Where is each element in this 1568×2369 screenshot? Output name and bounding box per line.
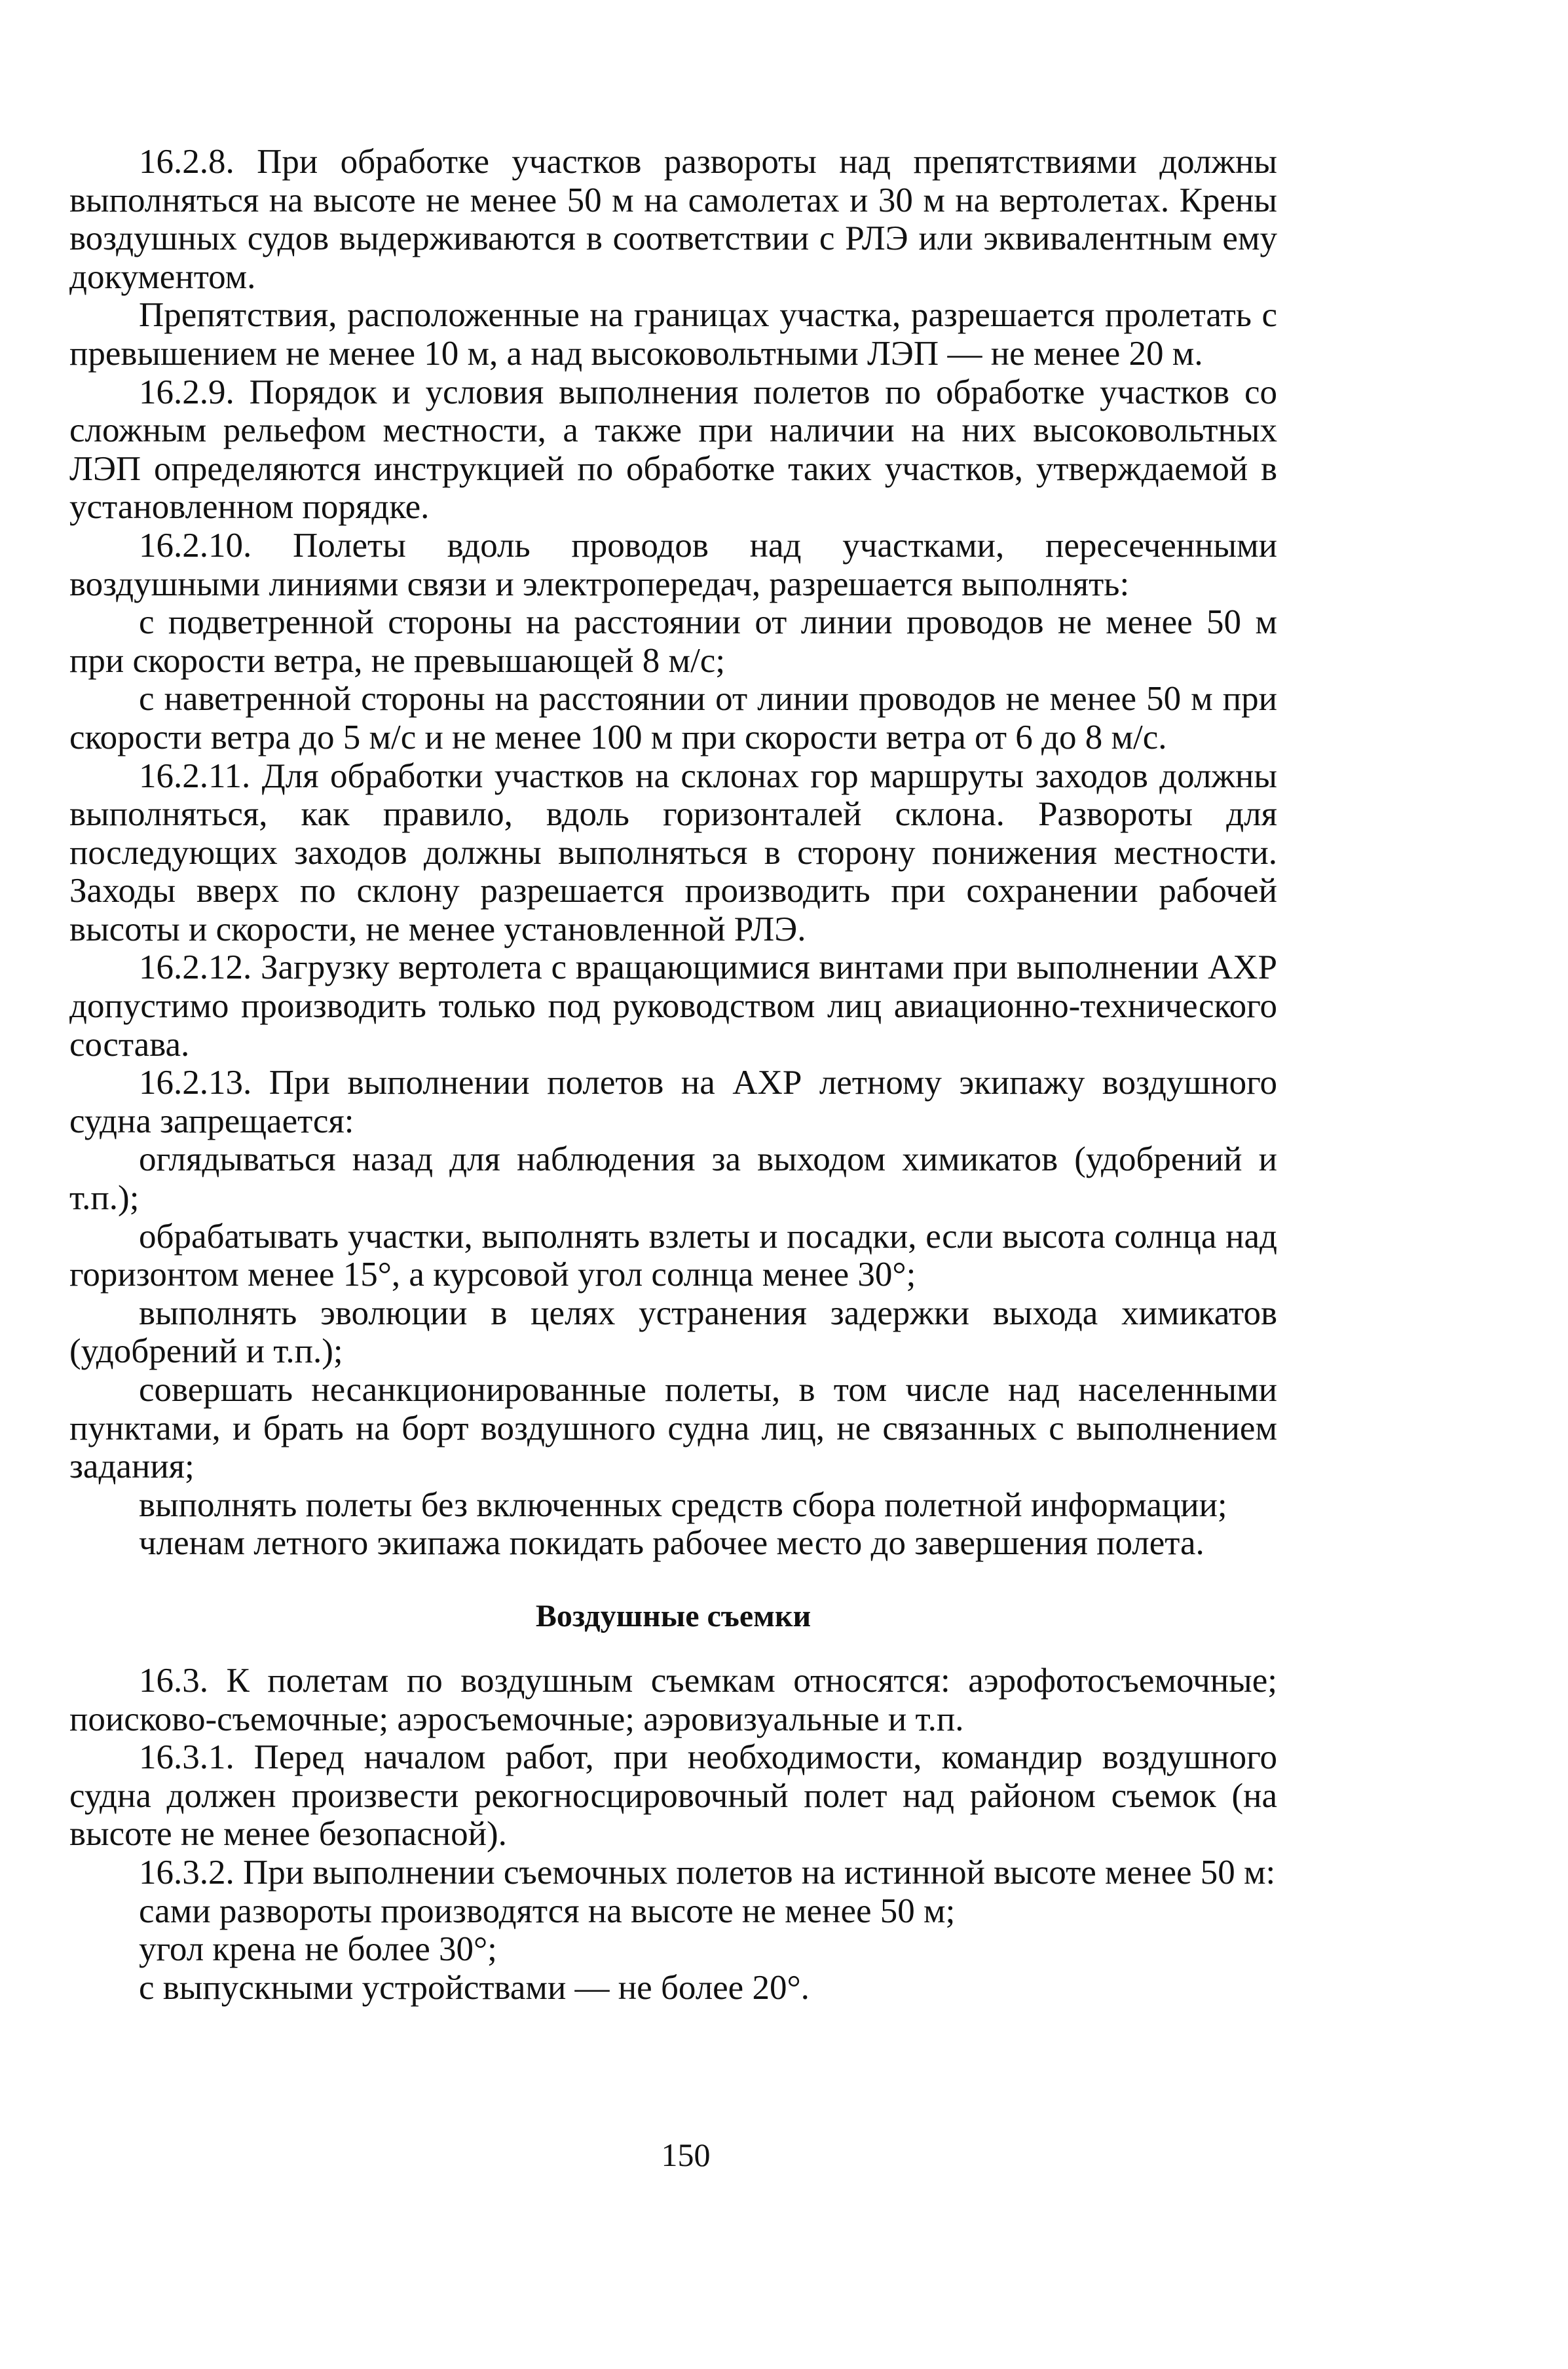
list-item: с подветренной стороны на расстоянии от линии проводов не менее 50 м при скорости ветра, не превышающей 8 м/с; [69,603,1277,680]
paragraph-16-2-10: 16.2.10. Полеты вдоль проводов над участками, пересеченными воздушными линиями связи и электропередач, разрешается выполнять: [69,526,1277,603]
paragraph-16-2-11: 16.2.11. Для обработки участков на склонах гор маршруты заходов должны выполняться, как правило, вдоль горизонталей склона. Развороты для последующих заходов должны выполняться в сторону понижения местности. Заходы вверх по склону разрешается производить при сохранении рабочей высоты и скорости, не менее установленной РЛЭ. [69,756,1277,948]
list-item: выполнять эволюции в целях устранения задержки выхода химикатов (удобрений и т.п.); [69,1294,1277,1371]
list-item: членам летного экипажа покидать рабочее место до завершения полета. [139,1524,1204,1563]
list-item: с наветренной стороны на расстоянии от линии проводов не менее 50 м при скорости ветра до 5 м/с и не менее 100 м при скорости ветра от 6 до 8 м/с. [69,680,1277,756]
page-number: 150 [661,2136,711,2173]
section-heading: Воздушные съемки [535,1598,812,1633]
paragraph-16-3-2: 16.3.2. При выполнении съемочных полетов на истинной высоте менее 50 м: [139,1853,1276,1892]
paragraph-16-3: 16.3. К полетам по воздушным съемкам относятся: аэрофотосъемочные; поисково-съемочные; аэросъемочные; аэровизуальные и т.п. [69,1661,1277,1738]
list-item: с выпускными устройствами — не более 20°. [139,1968,810,2007]
paragraph-16-3-1: 16.3.1. Перед началом работ, при необходимости, командир воздушного судна должен произвести рекогносцировочный полет над районом съемок (на высоте не менее безопасной). [69,1738,1277,1854]
list-item: угол крена не более 30°; [139,1930,497,1969]
paragraph-obstacles: Препятствия, расположенные на границах участка, разрешается пролетать с превышением не менее 10 м, а над высоковольтными ЛЭП — не менее 20 м. [69,296,1277,373]
list-item: оглядываться назад для наблюдения за выходом химикатов (удобрений и т.п.); [69,1140,1277,1218]
paragraph-16-2-13: 16.2.13. При выполнении полетов на АХР летному экипажу воздушного судна запрещается: [69,1064,1277,1140]
list-item: совершать несанкционированные полеты, в том числе над населенными пунктами, и брать на борт воздушного судна лиц, не связанных с выполнением задания; [69,1371,1277,1486]
list-item: выполнять полеты без включенных средств сбора полетной информации; [139,1485,1227,1524]
paragraph-16-2-8: 16.2.8. При обработке участков развороты над препятствиями должны выполняться на высоте не менее 50 м на самолетах и 30 м на вертолетах. Крены воздушных судов выдерживаются в соответствии с РЛЭ или эквивалентным ему документом. [69,143,1277,296]
paragraph-16-2-9: 16.2.9. Порядок и условия выполнения полетов по обработке участков со сложным рельефом местности, а также при наличии на них высоковольтных ЛЭП определяются инструкцией по обработке таких участков, утверждаемой в установленном порядке. [69,373,1277,527]
list-item: обрабатывать участки, выполнять взлеты и посадки, если высота солнца над горизонтом менее 15°, а курсовой угол солнца менее 30°; [69,1217,1277,1294]
paragraph-16-2-12: 16.2.12. Загрузку вертолета с вращающимися винтами при выполнении АХР допустимо производить только под руководством лиц авиационно-технического состава. [69,948,1277,1064]
body-text [69,143,1277,2007]
list-item: сами развороты производятся на высоте не менее 50 м; [139,1892,956,1930]
